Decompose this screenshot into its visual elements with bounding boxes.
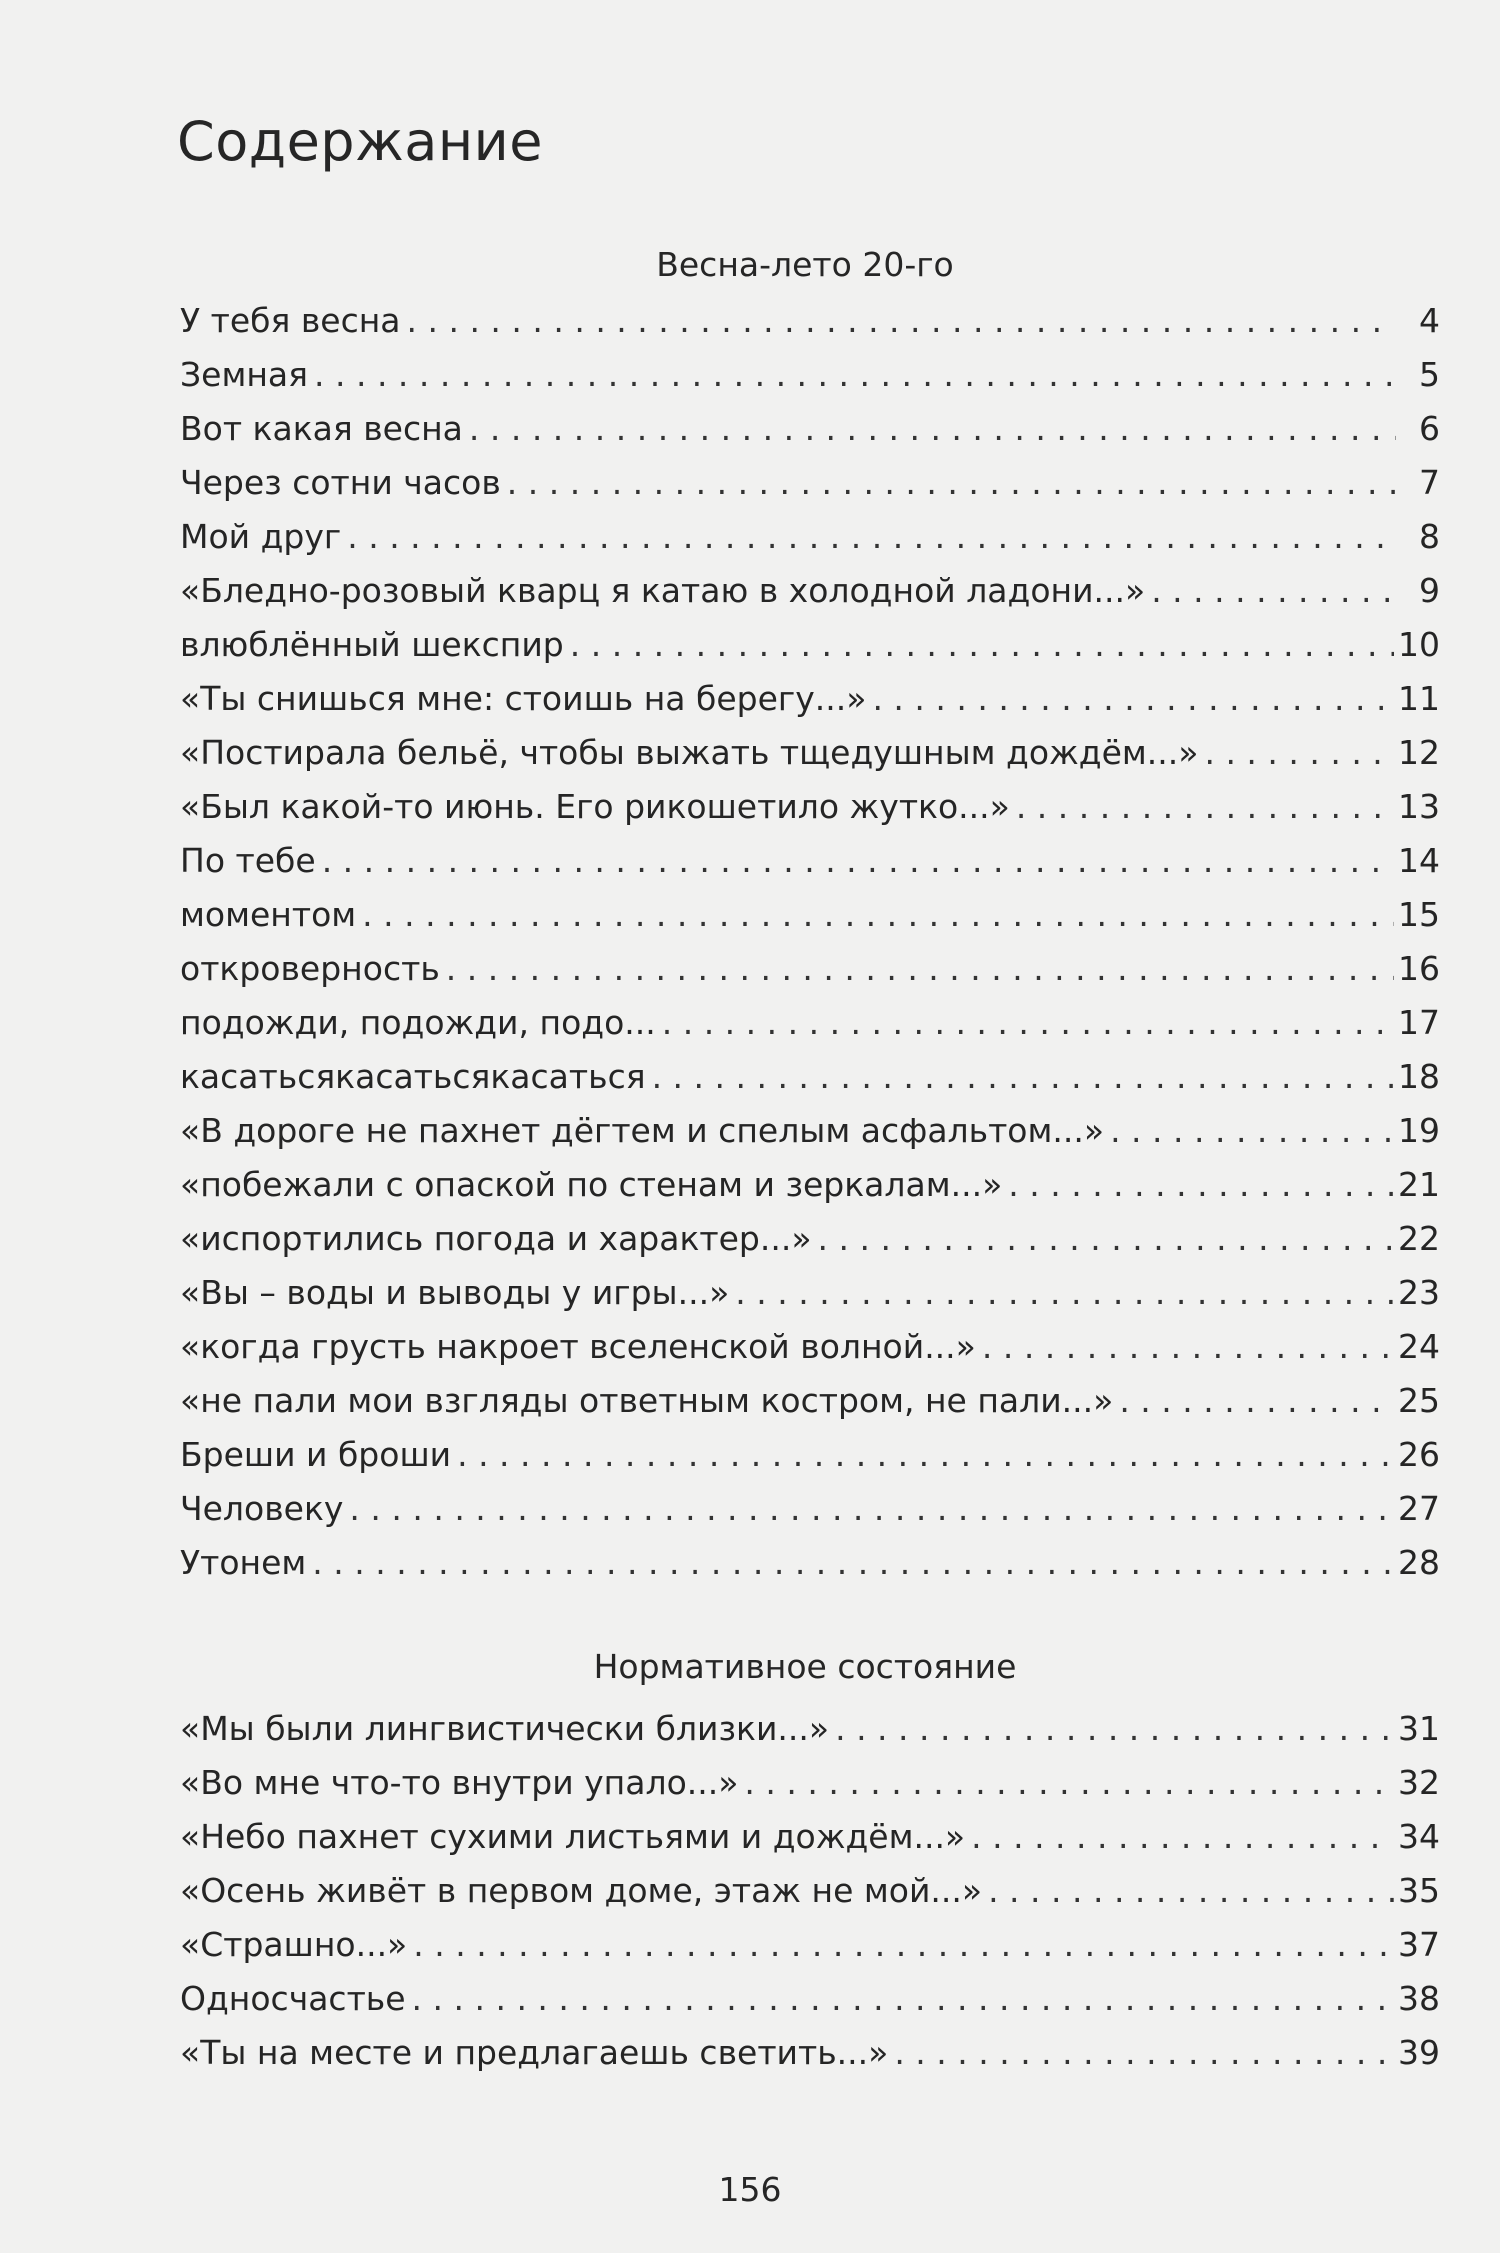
dot-leader — [835, 1702, 1394, 1756]
dot-leader — [982, 1320, 1394, 1374]
toc-entry-page: 38 — [1398, 1979, 1440, 2018]
toc-entry — [180, 780, 1440, 834]
toc-entry-page: 39 — [1398, 2033, 1440, 2072]
toc-entry — [180, 402, 1440, 456]
toc-entry-title: «побежали с опаской по стенам и зеркалам...» — [180, 1165, 1003, 1204]
dot-leader — [322, 834, 1394, 888]
toc-entry-title: «Был какой-то июнь. Его рикошетило жутко...» — [180, 787, 1010, 826]
toc-entry-page: 17 — [1398, 1003, 1440, 1042]
toc-entry-title: «не пали мои взгляды ответным костром, не пали...» — [180, 1381, 1114, 1420]
toc-entry — [180, 834, 1440, 888]
toc-entry-title: влюблённый шекспир — [180, 625, 564, 664]
toc-entry-title: «Во мне что-то внутри упало...» — [180, 1763, 739, 1802]
toc-entry-page: 19 — [1398, 1111, 1440, 1150]
toc-entry — [180, 1212, 1440, 1266]
toc-entry-title: Через сотни часов — [180, 463, 501, 502]
toc-entry — [180, 294, 1440, 348]
toc-entry-title: «когда грусть накроет вселенской волной...» — [180, 1327, 976, 1366]
toc-entry-title: касатьсякасатьсякасаться — [180, 1057, 646, 1096]
dot-leader — [314, 348, 1396, 402]
toc-entry-page: 6 — [1419, 409, 1440, 448]
toc-entry-title: «Ты на месте и предлагаешь светить...» — [180, 2033, 889, 2072]
dot-leader — [349, 1482, 1394, 1536]
toc-entry-title: По тебе — [180, 841, 316, 880]
section-heading-normative-state: Нормативное состояние — [593, 1647, 1017, 1686]
dot-leader — [894, 2026, 1394, 2080]
toc-entry — [180, 1104, 1440, 1158]
dot-leader — [988, 1864, 1394, 1918]
dot-leader — [407, 294, 1396, 348]
toc-entry-title: Бреши и броши — [180, 1435, 452, 1474]
toc-entry-title: моментом — [180, 895, 357, 934]
toc-entry-title: У тебя весна — [180, 301, 401, 340]
toc-entry-title: «Вы – воды и выводы у игры...» — [180, 1273, 730, 1312]
toc-entry-title: «Небо пахнет сухими листьями и дождём...» — [180, 1817, 966, 1856]
toc-entry — [180, 1918, 1440, 1972]
toc-entry-title: откроверность — [180, 949, 440, 988]
toc-entry-page: 35 — [1398, 1871, 1440, 1910]
toc-entry-page: 31 — [1398, 1709, 1440, 1748]
toc-entry — [180, 1536, 1440, 1590]
toc-entry-title: «Бледно-розовый кварц я катаю в холодной ладони...» — [180, 571, 1146, 610]
dot-leader — [662, 996, 1394, 1050]
toc-entry-title: Утонем — [180, 1543, 307, 1582]
toc-entry — [180, 942, 1440, 996]
toc-entry — [180, 1158, 1440, 1212]
toc-entry-page: 22 — [1398, 1219, 1440, 1258]
toc-entry — [180, 1972, 1440, 2026]
toc-entry-page: 32 — [1398, 1763, 1440, 1802]
toc-entry-page: 34 — [1398, 1817, 1440, 1856]
toc-entry-page: 11 — [1398, 679, 1440, 718]
toc-entry-page: 14 — [1398, 841, 1440, 880]
toc-entry-page: 37 — [1398, 1925, 1440, 1964]
toc-entry-page: 23 — [1398, 1273, 1440, 1312]
toc-entry-title: «Мы были лингвистически близки...» — [180, 1709, 830, 1748]
dot-leader — [1110, 1104, 1394, 1158]
toc-entry — [180, 1374, 1440, 1428]
toc-entry-page: 9 — [1419, 571, 1440, 610]
dot-leader — [1151, 564, 1396, 618]
toc-entry-page: 7 — [1419, 463, 1440, 502]
dot-leader — [362, 888, 1394, 942]
dot-leader — [1016, 780, 1394, 834]
toc-entry-page: 28 — [1398, 1543, 1440, 1582]
toc-entry-title: «Постирала бельё, чтобы выжать тщедушным дождём...» — [180, 733, 1199, 772]
toc-entry-page: 4 — [1419, 301, 1440, 340]
toc-entry — [180, 564, 1440, 618]
toc-entry — [180, 456, 1440, 510]
toc-entry — [180, 1482, 1440, 1536]
toc-entry-page: 24 — [1398, 1327, 1440, 1366]
toc-entry-title: «В дороге не пахнет дёгтем и спелым асфальтом...» — [180, 1111, 1105, 1150]
toc-entry-title: Человеку — [180, 1489, 344, 1528]
toc-entry-title: «Ты снишься мне: стоишь на берегу...» — [180, 679, 867, 718]
toc-entry-page: 25 — [1398, 1381, 1440, 1420]
toc-entry-title: подожди, подожди, подо... — [180, 1003, 656, 1042]
toc-entry — [180, 618, 1440, 672]
dot-leader — [652, 1050, 1394, 1104]
toc-entry-page: 5 — [1419, 355, 1440, 394]
dot-leader — [971, 1810, 1394, 1864]
toc-entry-page: 21 — [1398, 1165, 1440, 1204]
dot-leader — [1119, 1374, 1394, 1428]
toc-entry-page: 18 — [1398, 1057, 1440, 1096]
toc-entry — [180, 510, 1440, 564]
toc-entry — [180, 888, 1440, 942]
toc-entry — [180, 1428, 1440, 1482]
dot-leader — [744, 1756, 1394, 1810]
toc-list-normative-state — [180, 1702, 1440, 2080]
toc-entry — [180, 1266, 1440, 1320]
toc-entry-page: 27 — [1398, 1489, 1440, 1528]
toc-entry-title: Мой друг — [180, 517, 342, 556]
dot-leader — [347, 510, 1396, 564]
toc-entry-page: 12 — [1398, 733, 1440, 772]
dot-leader — [413, 1918, 1394, 1972]
dot-leader — [312, 1536, 1394, 1590]
toc-entry — [180, 2026, 1440, 2080]
toc-entry — [180, 1050, 1440, 1104]
dot-leader — [818, 1212, 1394, 1266]
toc-entry-page: 13 — [1398, 787, 1440, 826]
dot-leader — [872, 672, 1394, 726]
dot-leader — [507, 456, 1396, 510]
toc-entry — [180, 1810, 1440, 1864]
toc-entry — [180, 1702, 1440, 1756]
toc-entry-title: Односчастье — [180, 1979, 406, 2018]
dot-leader — [446, 942, 1394, 996]
toc-entry-page: 16 — [1398, 949, 1440, 988]
toc-entry-page: 8 — [1419, 517, 1440, 556]
toc-entry — [180, 1320, 1440, 1374]
dot-leader — [457, 1428, 1394, 1482]
toc-entry-page: 15 — [1398, 895, 1440, 934]
toc-entry-title: Вот какая весна — [180, 409, 463, 448]
toc-entry-title: Земная — [180, 355, 309, 394]
dot-leader — [412, 1972, 1394, 2026]
toc-entry — [180, 348, 1440, 402]
toc-entry — [180, 672, 1440, 726]
toc-entry-title: «Страшно...» — [180, 1925, 408, 1964]
dot-leader — [735, 1266, 1394, 1320]
dot-leader — [469, 402, 1396, 456]
toc-entry-title: «испортились погода и характер...» — [180, 1219, 812, 1258]
toc-entry-title: «Осень живёт в первом доме, этаж не мой...» — [180, 1871, 983, 1910]
page-title: Содержание — [177, 110, 543, 173]
page-number: 156 — [718, 2170, 782, 2209]
dot-leader — [1008, 1158, 1394, 1212]
dot-leader — [1204, 726, 1394, 780]
toc-entry — [180, 726, 1440, 780]
toc-list-spring-summer — [180, 294, 1440, 1590]
toc-entry-page: 10 — [1398, 625, 1440, 664]
dot-leader — [570, 618, 1394, 672]
toc-entry — [180, 996, 1440, 1050]
toc-entry-page: 26 — [1398, 1435, 1440, 1474]
toc-entry — [180, 1756, 1440, 1810]
toc-entry — [180, 1864, 1440, 1918]
section-heading-spring-summer: Весна-лето 20-го — [656, 245, 954, 284]
